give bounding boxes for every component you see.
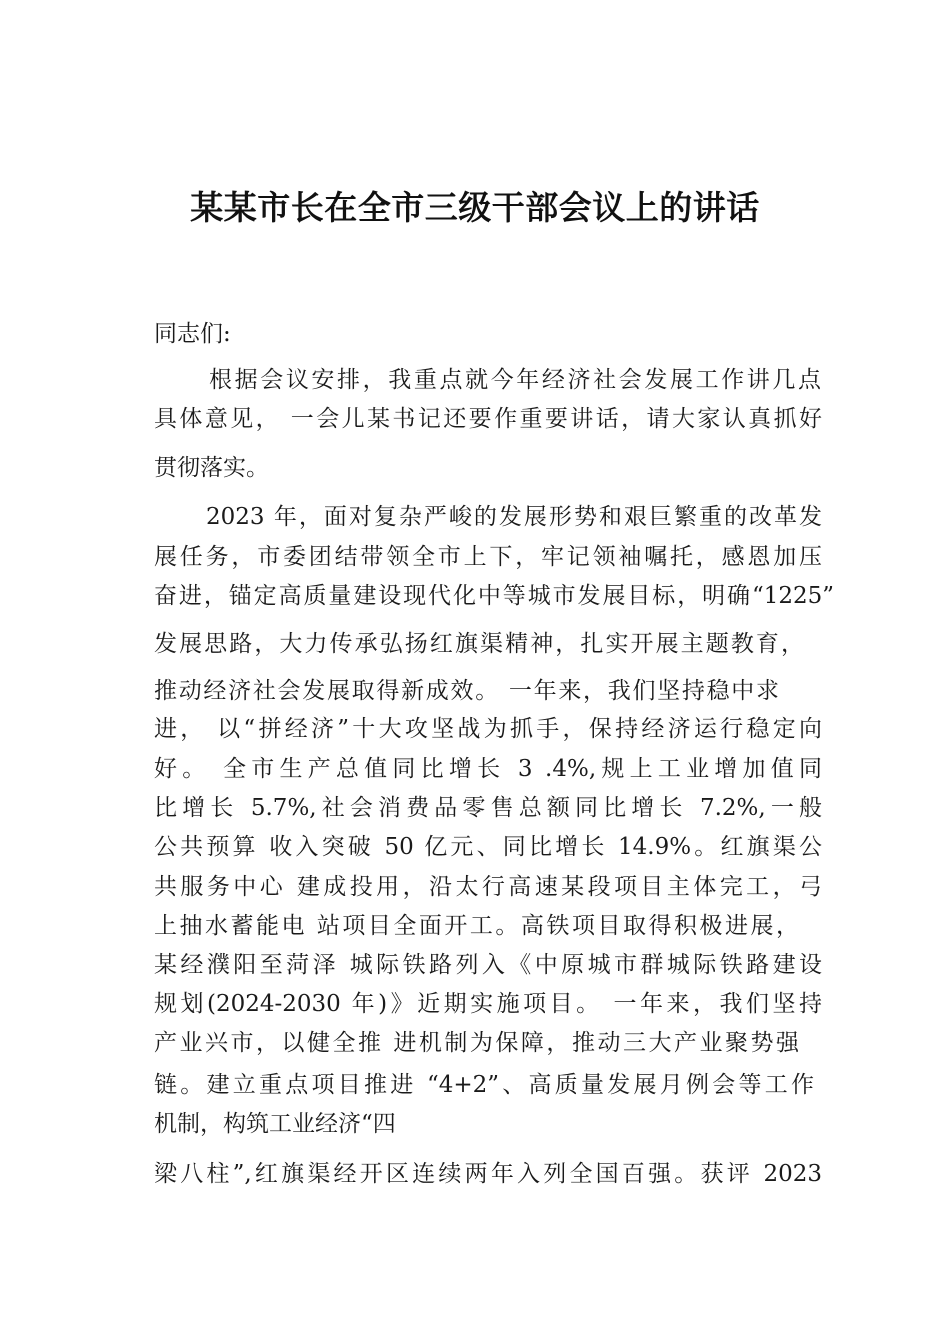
paragraph-line: 规划(2024-2030 年)》近期实施项目。 一年来，我们坚持 (154, 991, 822, 1017)
paragraph-line: 贯彻落实。 (154, 455, 269, 481)
paragraph-line: 上抽水蓄能电 站项目全面开工。高铁项目取得积极进展， (154, 913, 799, 939)
paragraph-line: 产业兴市，以健全推 进机制为保障，推动三大产业聚势强 (154, 1030, 799, 1056)
paragraph-line: 展任务，市委团结带领全市上下，牢记领袖嘱托，感恩加压 (154, 544, 822, 570)
paragraph-line: 根据会议安排，我重点就今年经济社会发展工作讲几点 (209, 367, 821, 393)
paragraph-line: 公共预算 收入突破 50 亿元、同比增长 14.9%。红旗渠公 (154, 834, 822, 860)
paragraph-line: 好。 全市生产总值同比增长 3 .4%,规上工业增加值同 (154, 756, 822, 782)
paragraph-line: 进， 以“拼经济”十大攻坚战为抓手，保持经济运行稳定向 (154, 716, 822, 742)
paragraph-line: 共服务中心 建成投用，沿太行高速某段项目主体完工，弓 (154, 874, 822, 900)
paragraph-line: 某经濮阳至菏泽 城际铁路列入《中原城市群城际铁路建设 (154, 952, 822, 978)
document-title: 某某市长在全市三级干部会议上的讲话 (190, 188, 760, 227)
paragraph-line: 比增长 5.7%,社会消费品零售总额同比增长 7.2%,一般 (154, 795, 822, 821)
paragraph-line: 奋进，锚定高质量建设现代化中等城市发展目标，明确“1225” (154, 583, 834, 609)
paragraph-line: 发展思路，大力传承弘扬红旗渠精神，扎实开展主题教育， (154, 631, 804, 657)
paragraph-line: 机制，构筑工业经济“四 (154, 1111, 396, 1137)
paragraph-line: 具体意见， 一会儿某书记还要作重要讲话，请大家认真抓好 (154, 406, 822, 432)
paragraph-line: 梁八柱”,红旗渠经开区连续两年入列全国百强。获评 2023 (154, 1161, 822, 1187)
paragraph-line: 2023 年，面对复杂严峻的发展形势和艰巨繁重的改革发 (206, 504, 822, 530)
salutation: 同志们: (154, 321, 231, 347)
paragraph-line: 推动经济社会发展取得新成效。 一年来，我们坚持稳中求 (154, 678, 779, 704)
paragraph-line: 链。建立重点项目推进 “4+2”、高质量发展月例会等工作 (154, 1072, 814, 1098)
